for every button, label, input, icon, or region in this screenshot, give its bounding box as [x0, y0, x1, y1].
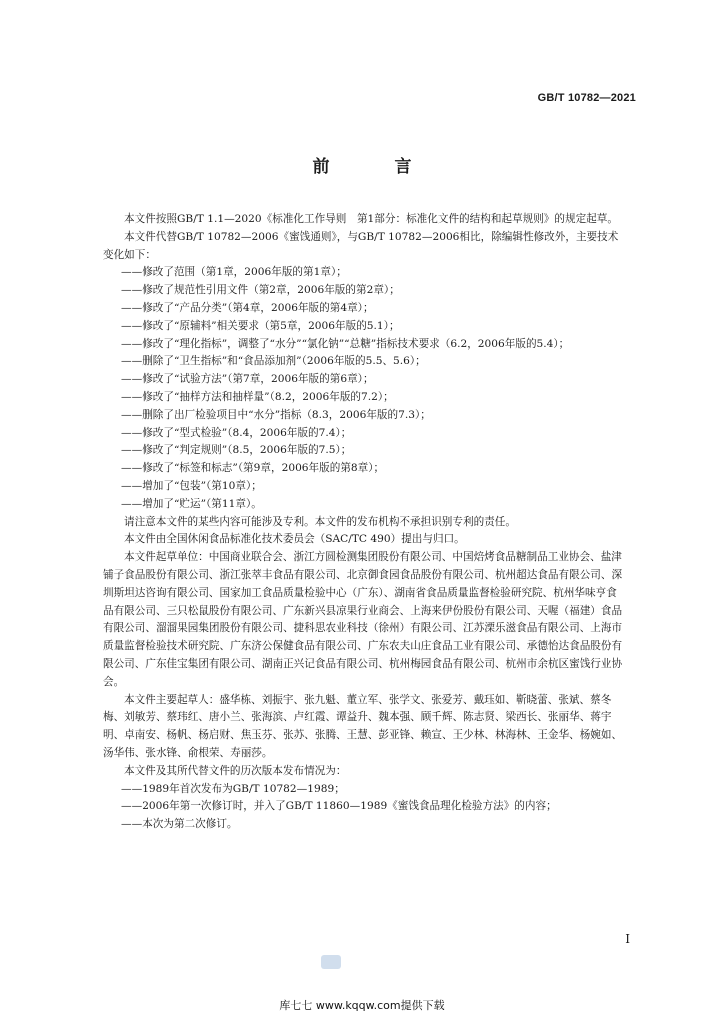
standard-code: GB/T 10782—2021 — [537, 92, 636, 104]
list-item: ——删除了“卫生指标”和“食品添加剂”（2006年版的5.5、5.6）； — [121, 355, 426, 368]
list-item: ——增加了“贮运”（第11章）。 — [121, 497, 262, 510]
list-item: ——修改了“判定规则”（8.5，2006年版的7.5）； — [121, 444, 352, 457]
footer-download-note: 库七七 www.kqqw.com提供下载 — [279, 999, 445, 1012]
list-item: ——修改了“产品分类”（第4章，2006年版的第4章）； — [121, 301, 374, 314]
list-item: ——修改了“型式检验”（8.4，2006年版的7.4）； — [121, 426, 352, 439]
paragraph-patent-notice: 请注意本文件的某些内容可能涉及专利。本文件的发布机构不承担识别专利的责任。 — [124, 515, 516, 528]
page-title: 前 言 — [312, 157, 436, 177]
list-item: ——修改了“抽样方法和抽样量”（8.2，2006年版的7.2）； — [121, 390, 394, 403]
list-item: ——修改了“试验方法”（第7章，2006年版的第6章）； — [121, 373, 374, 386]
page-number: I — [625, 932, 630, 946]
paragraph-replacement: 本文件代替GB/T 10782—2006《蜜饯通则》，与GB/T 10782—2006相比，除编辑性修改外，主要技术变化如下： — [103, 230, 619, 261]
paragraph-history-intro: 本文件及其所代替文件的历次版本发布情况为： — [124, 764, 347, 777]
list-item: ——修改了规范性引用文件（第2章，2006年版的第2章）； — [121, 284, 400, 297]
list-item: ——修改了“标签和标志”（第9章，2006年版的第8章）； — [121, 462, 385, 475]
watermark-logo-icon — [321, 955, 341, 969]
foreword-body — [103, 211, 625, 834]
paragraph-drafting-basis: 本文件按照GB/T 1.1—2020《标准化工作导则 第1部分：标准化文件的结构和起草规则》的规定起草。 — [124, 213, 618, 225]
paragraph-proposer: 本文件由全国休闲食品标准化技术委员会（SAC/TC 490）提出与归口。 — [124, 533, 465, 546]
paragraph-drafters: 本文件主要起草人：盛华栋、刘振宇、张九魁、董立军、张学文、张爱芳、戴珏如、靳晓蕾、张斌、蔡冬梅、刘敏芳、蔡玮红、唐小兰、张海滨、卢红霞、谭益升、魏本强、顾千辉、陈志贤、梁西长、张丽华、蒋宇明、卓南安、杨帆、杨启财、焦玉芬、张苏、张腾、王慧、彭亚锋、赖宣、王少林、林海林、王金华、杨婉如、汤华伟、张水锋、俞根荣、寿丽莎。 — [103, 693, 623, 759]
paragraph-drafting-units: 本文件起草单位：中国商业联合会、浙江方圆检测集团股份有限公司、中国焙烤食品糖制品工业协会、盐津铺子食品股份有限公司、浙江张萃丰食品有限公司、北京御食园食品股份有限公司、杭州超达食品有限公司、深圳斯坦达咨询有限公司、国家加工食品质量检验中心（广东）、湖南省食品质量监督检验研究院、杭州华味亨食品有限公司、三只松鼠股份有限公司、广东新兴县凉果行业商会、上海来伊份股份有限公司、天喔（福建）食品有限公司、溜溜果园集团股份有限公司、捷科思农业科技（徐州）有限公司、江苏溧乐滋食品有限公司、上海市质量监督检验技术研究院、广东济公保健食品有限公司、广东农夫山庄食品工业有限公司、承德怡达食品股份有限公司、广东佳宝集团有限公司、湖南正兴记食品有限公司、杭州梅园食品有限公司、杭州市余杭区蜜饯行业协会。 — [103, 551, 623, 688]
list-item: ——增加了“包装”（第10章）； — [121, 479, 262, 492]
list-item: ——删除了出厂检验项目中“水分”指标（8.3，2006年版的7.3）； — [121, 408, 431, 421]
list-item: ——1989年首次发布为GB/T 10782—1989； — [121, 782, 345, 795]
list-item: ——修改了“理化指标”，调整了“水分”“氯化钠”“总糖”指标技术要求（6.2，2006年版的5.4）； — [121, 337, 570, 350]
list-item: ——2006年第一次修订时，并入了GB/T 11860—1989《蜜饯食品理化检验方法》的内容； — [121, 800, 557, 813]
list-item: ——修改了“原辅料”相关要求（第5章，2006年版的5.1）； — [121, 319, 400, 332]
list-item: ——修改了范围（第1章，2006年版的第1章）； — [121, 266, 347, 279]
list-item: ——本次为第二次修订。 — [121, 818, 238, 831]
